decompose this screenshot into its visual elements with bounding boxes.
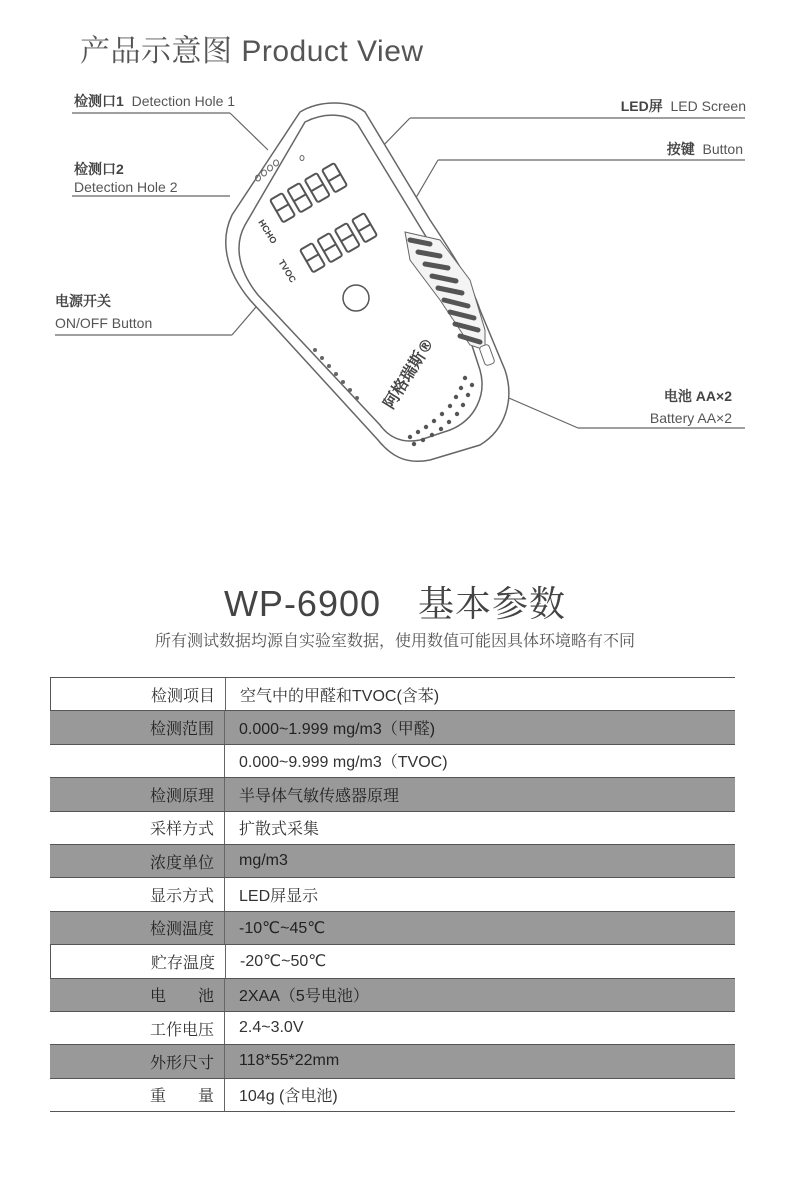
spec-label [50, 745, 225, 777]
table-row [50, 678, 735, 711]
spec-value: 空气中的甲醛和TVOC(含苯) [240, 687, 440, 705]
spec-label: 重 量 [50, 1079, 225, 1111]
spec-value: 118*55*22mm [239, 1052, 340, 1070]
spec-label: 外形尺寸 [50, 1045, 225, 1077]
spec-value: -10℃~45℃ [239, 919, 326, 937]
callout-hole1-cn: 检测口1 [74, 93, 124, 109]
table-row [50, 845, 735, 878]
table-row [50, 812, 735, 845]
spec-value: mg/m3 [239, 852, 288, 870]
callout-led-cn: LED屏 [620, 98, 663, 114]
callout-button-cn: 按键 [666, 141, 695, 157]
callout-hole1-en: Detection Hole 1 [131, 93, 236, 109]
table-row [50, 945, 735, 978]
spec-label: 贮存温度 [51, 945, 226, 977]
spec-label: 显示方式 [50, 878, 225, 910]
spec-note: 所有测试数据均源自实验室数据，使用数值可能因具体环境略有不同 [154, 633, 635, 650]
spec-label: 检测原理 [50, 778, 225, 810]
callout-hole2-cn: 检测口2 [74, 161, 124, 177]
table-row [50, 979, 735, 1012]
spec-value: 半导体气敏传感器原理 [239, 787, 400, 805]
spec-label: 检测范围 [50, 711, 225, 743]
device-round-button [343, 285, 369, 311]
table-row [50, 711, 735, 744]
table-row [50, 778, 735, 811]
callout-power-cn: 电源开关 [55, 293, 111, 309]
table-row [50, 878, 735, 911]
device-label-hcho: HCHO [256, 217, 279, 246]
spec-label: 浓度单位 [50, 845, 225, 877]
callout-power-en: ON/OFF Button [55, 315, 153, 331]
spec-value: -20℃~50℃ [240, 953, 327, 971]
table-row [50, 1045, 735, 1078]
spec-value: 104g (含电池) [239, 1088, 338, 1106]
spec-value: 2XAA（5号电池） [239, 988, 369, 1006]
table-row [50, 912, 735, 945]
spec-label: 检测项目 [51, 678, 226, 710]
spec-label: 电 池 [50, 979, 225, 1011]
callout-led-en: LED Screen [670, 98, 746, 114]
device-illustration [0, 0, 790, 540]
callout-button-en: Button [702, 141, 743, 157]
spec-label: 工作电压 [50, 1012, 225, 1044]
spec-title: WP-6900 基本参数 [223, 583, 567, 624]
device-brand: 阿格瑞斯® [379, 334, 438, 413]
table-row [50, 1079, 735, 1112]
table-row [50, 745, 735, 778]
table-row [50, 1012, 735, 1045]
device-label-tvoc: TVOC [276, 257, 299, 285]
spec-value: 扩散式采集 [239, 821, 320, 839]
spec-label: 检测温度 [50, 912, 225, 944]
spec-value: 0.000~9.999 mg/m3（TVOC) [239, 754, 448, 772]
callout-battery-en: Battery AA×2 [649, 410, 732, 426]
spec-label: 采样方式 [50, 812, 225, 844]
spec-value: 2.4~3.0V [239, 1019, 304, 1037]
callout-hole2-en: Detection Hole 2 [74, 179, 178, 195]
spec-value: LED屏显示 [239, 888, 319, 906]
spec-table [50, 677, 735, 1112]
page-title: 产品示意图 Product View [80, 35, 424, 68]
callout-battery-cn: 电池 AA×2 [663, 388, 732, 404]
spec-value: 0.000~1.999 mg/m3（甲醛) [239, 721, 436, 739]
